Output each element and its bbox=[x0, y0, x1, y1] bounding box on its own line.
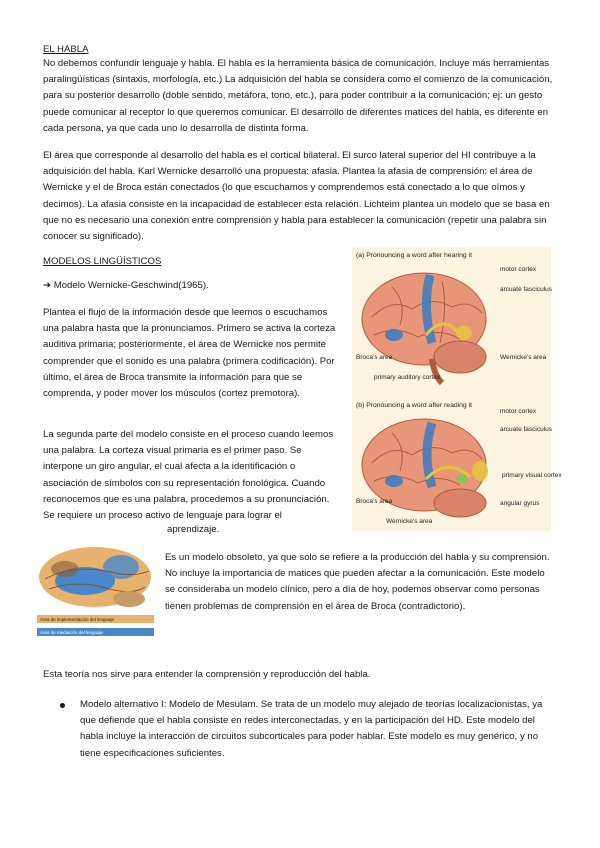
paragraph: El área que corresponde al desarrollo del habla es el cortical bilateral. El surco lateral superior del HI contribuye a la adquisición del habla. Karl Wernicke desarrolló una propuesta: afasia. Plantea la afasia de comprensión: el área de Wernicke y el de Broca están conectados (lo que escuchamos y comprendemos está conectado a lo que oímos y decimos). La afasia consiste en la incapacidad de establecer esta relación. Lichteim plantea un modelo que se basa en que no es necesario una conexión entre comprensión y habla para establecer la comunicación (repetir una palabra sin conocer su significado). bbox=[43, 150, 550, 243]
bullet-dot-icon bbox=[60, 703, 65, 708]
label-broca-a: Broca's area bbox=[356, 354, 393, 361]
panel-a-title: (a) Pronouncing a word after hearing it bbox=[356, 252, 472, 259]
label-arcuate-a: arcuate fasciculus bbox=[500, 286, 553, 293]
label-auditory-a: primary auditory cortex bbox=[374, 374, 441, 381]
paragraph: No debemos confundir lenguaje y habla. El habla es la herramienta básica de comunicación. Incluye más herramientas paralingüísticas (sintaxis, morfología, etc.) La adquisición del habla se considera como el comienzo de la comunicación, para su posterior desarrollo (doble sentido, metáfora, tono, etc.), para poder contribuir a la comunicación; ej: un gesto puede comunicar al receptor lo que queremos comunicar. El desarrollo de diferentes matices del habla, es diferente en cada persona, ya que cada uno lo desarrolla de distinta forma. bbox=[43, 58, 553, 134]
brain-map-figure bbox=[35, 543, 156, 643]
paragraph: Plantea el flujo de la información desde que leemos o escuchamos una palabra hasta que la pronunciamos. Primero se activa la corteza auditiva primaria; posteriormente, el área de Wernicke nos permite comprender que el sonido es una palabra (primera codificación). Por último, el área de Broca transmite la información para que se comprenda, y poder mover los músculos (cortez premotora). bbox=[43, 307, 336, 400]
brain-diagram-svg bbox=[352, 247, 562, 531]
label-motor-cortex-a: motor cortex bbox=[500, 266, 537, 273]
brain-figure bbox=[352, 247, 562, 531]
paragraph: Esta teoría nos sirve para entender la comprensión y reproducción del habla. bbox=[43, 669, 371, 680]
legend-implementation: Área de implementación del lenguaje bbox=[40, 617, 115, 622]
paragraph: Es un modelo obsoleto, ya que solo se refiere a la producción del habla y su comprensión. No incluye la importancia de matices que pueden afectar a la comunicación. Este modelo se consideraba un modelo clínico, pero a día de hoy, podemos observar como personas tienen problemas de comprensión en el área de Broca (contradictorio). bbox=[165, 552, 550, 612]
brain-a-illustration bbox=[362, 273, 486, 383]
section-heading-el-habla: EL HABLA bbox=[43, 44, 89, 55]
section-heading-modelos: MODELOS LINGÜÍSTICOS bbox=[43, 256, 162, 267]
bullet-text: Modelo alternativo I: Modelo de Mesulam. Se trata de un modelo muy alejado de teorías localizacionistas, ya que defiende que el habla consiste en redes interconectadas, y en la participación del HD. Este modelo del habla incluye la interacción de circuitos subcorticales para poder hablar. Este modelo es muy genérico, y no tiene especificaciones suficientes. bbox=[80, 699, 543, 759]
brain-map-illustration bbox=[39, 547, 151, 607]
paragraph-end: aprendizaje. bbox=[167, 524, 220, 535]
label-visual-b: primary visual cortex bbox=[502, 472, 562, 479]
label-broca-b: Broca's area bbox=[356, 498, 393, 505]
label-wernicke-b: Wernicke's area bbox=[386, 518, 433, 525]
label-angular-b: angular gyrus bbox=[500, 500, 540, 507]
bullet-list-item bbox=[60, 697, 558, 762]
brain-map-svg bbox=[35, 543, 156, 643]
model-title: ➔ Modelo Wernicke-Geschwind(1965). bbox=[43, 280, 209, 291]
label-motor-cortex-b: motor cortex bbox=[500, 408, 537, 415]
label-arcuate-b: arcuate fasciculus bbox=[500, 426, 553, 433]
panel-b-title: (b) Pronouncing a word after reading it bbox=[356, 402, 472, 409]
legend-mediation: Área de mediación del lenguaje bbox=[40, 630, 104, 635]
label-wernicke-a: Wernicke's area bbox=[500, 354, 547, 361]
paragraph: La segunda parte del modelo consiste en el proceso cuando leemos una palabra. La corteza visual primaria es el primer paso. Se interpone un giro angular, el cual afecta a la identificación o asociación de símbolos con su representación fonológica. Cuando reconocemos que es una palabra, procedemos a su pronunciación. Se requiere un proceso activo de lenguaje para lograr el bbox=[43, 429, 334, 522]
